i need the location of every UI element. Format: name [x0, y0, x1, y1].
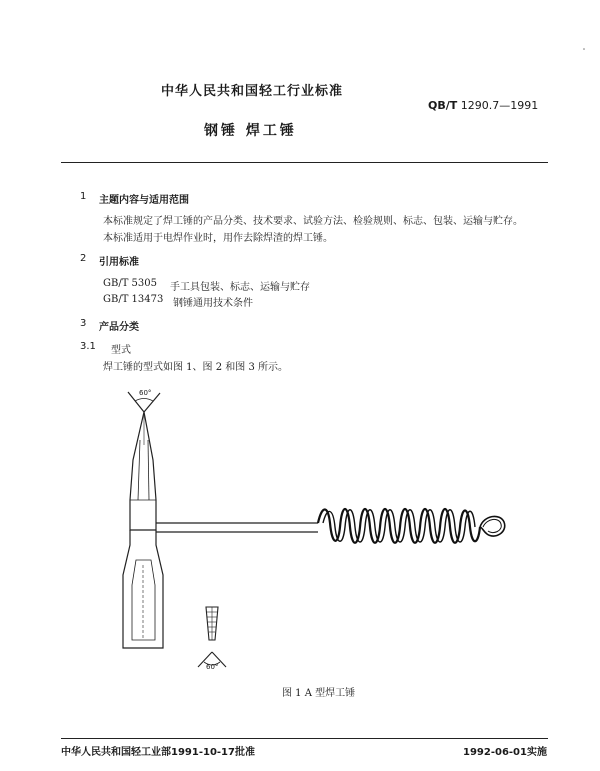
standard-prefix: QB/T	[428, 99, 458, 112]
document-title: 钢锤 焊工锤	[204, 123, 297, 139]
spring-grip	[318, 509, 480, 543]
subsection-text: 焊工锤的型式如图 1、图 2 和图 3 所示。	[103, 362, 288, 373]
standard-code: 1290.7—1991	[460, 99, 539, 112]
reference-code-2: GB/T 13473	[103, 294, 164, 305]
reference-code-1: GB/T 5305	[103, 278, 158, 289]
angle-arc	[135, 399, 153, 402]
section-3-heading: 产品分类	[99, 322, 139, 333]
end-loop	[480, 516, 505, 536]
reference-title-1: 手工具包装、标志、运输与贮存	[170, 282, 310, 293]
section-1-paragraph-2: 本标准适用于电焊作业时，用作去除焊渣的焊工锤。	[103, 233, 333, 244]
section-1-heading: 主题内容与适用范围	[99, 195, 189, 206]
implementation-date: 1992-06-01实施	[463, 747, 547, 758]
subsection-number: 3.1	[80, 341, 96, 352]
section-3-number: 3	[80, 318, 87, 329]
footer-rule	[61, 738, 548, 739]
top-angle-label: 60°	[139, 389, 152, 397]
subsection-heading: 型式	[111, 345, 131, 356]
issuing-organization: 中华人民共和国轻工行业标准	[161, 84, 344, 99]
approval-info: 中华人民共和国轻工业部1991-10-17批准	[61, 747, 255, 758]
bottom-angle-label: 60°	[206, 663, 219, 671]
hammer-head-upper	[130, 412, 156, 530]
section-2-heading: 引用标准	[99, 257, 139, 268]
section-1-paragraph-1: 本标准规定了焊工锤的产品分类、技术要求、试验方法、检验规则、标志、包装、运输与贮存。	[103, 216, 523, 227]
section-2-number: 2	[80, 253, 87, 264]
section-1-number: 1	[80, 191, 87, 202]
figure-caption: 图 1 A 型焊工锤	[282, 688, 356, 699]
reference-title-2: 钢锤通用技术条件	[173, 298, 253, 309]
section-detail	[198, 607, 226, 667]
